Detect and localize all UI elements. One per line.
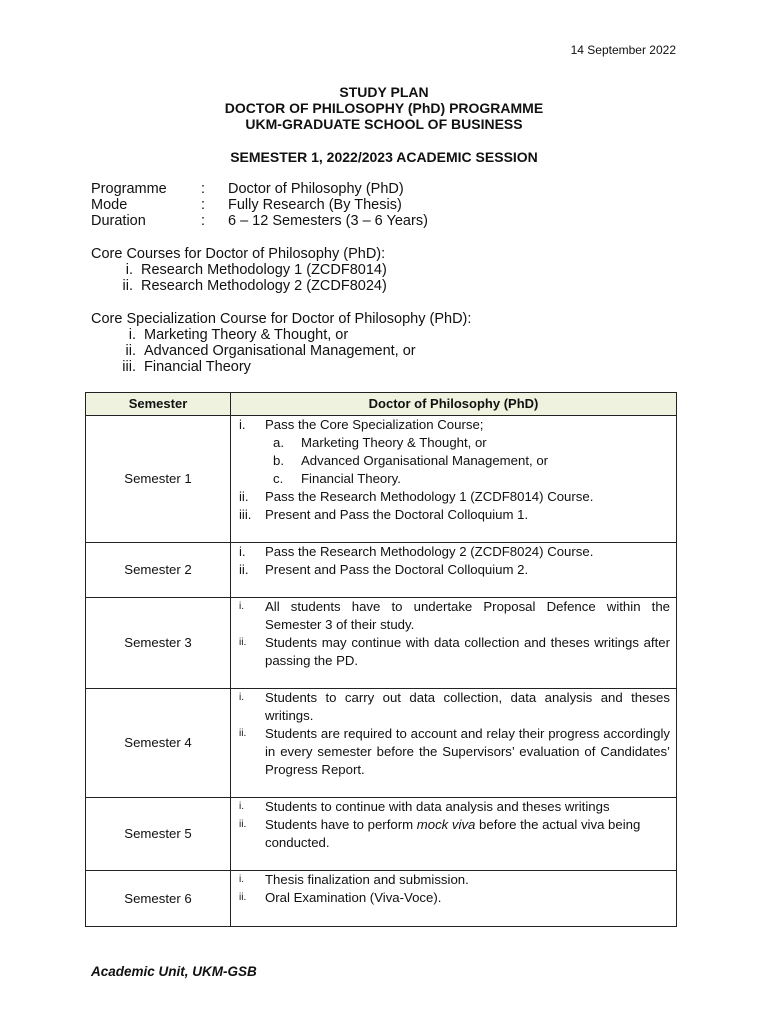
table-row bbox=[86, 543, 677, 598]
info-label: Duration bbox=[91, 213, 146, 229]
list-item bbox=[91, 262, 387, 278]
sub-item bbox=[239, 452, 670, 470]
table-row bbox=[86, 871, 677, 927]
requirements-cell bbox=[231, 871, 677, 927]
table-row bbox=[86, 689, 677, 798]
footer-academic-unit: Academic Unit, UKM-GSB bbox=[91, 964, 257, 979]
title-session: SEMESTER 1, 2022/2023 ACADEMIC SESSION bbox=[230, 149, 538, 165]
requirement-item bbox=[239, 725, 670, 779]
list-item bbox=[91, 359, 471, 375]
title-block bbox=[0, 84, 768, 165]
mock-viva-emphasis: mock viva bbox=[416, 817, 476, 832]
semester-cell: Semester 4 bbox=[86, 689, 231, 798]
table-header-row bbox=[86, 393, 677, 416]
roman-numeral: iii. bbox=[239, 507, 252, 522]
requirement-text: Students to carry out data collection, data analysis and theses writings. bbox=[265, 690, 670, 723]
requirement-text bbox=[265, 816, 670, 852]
roman-numeral: ii. bbox=[239, 637, 247, 648]
info-row-programme bbox=[91, 181, 428, 197]
list-number: i. bbox=[128, 327, 136, 343]
roman-numeral: i. bbox=[239, 874, 244, 885]
requirement-text: Pass the Research Methodology 1 (ZCDF8014) Course. bbox=[265, 489, 594, 504]
info-value: 6 – 12 Semesters (3 – 6 Years) bbox=[228, 213, 428, 229]
roman-numeral: i. bbox=[239, 692, 244, 703]
specialization-courses bbox=[91, 311, 471, 375]
semester-cell: Semester 2 bbox=[86, 543, 231, 598]
roman-numeral: i. bbox=[239, 601, 244, 612]
sub-item bbox=[239, 470, 670, 488]
list-number: ii. bbox=[125, 343, 136, 359]
requirement-text: Students to continue with data analysis and theses writings bbox=[265, 799, 610, 814]
semester-cell: Semester 1 bbox=[86, 416, 231, 543]
requirements-cell bbox=[231, 543, 677, 598]
list-text: Research Methodology 1 (ZCDF8014) bbox=[141, 262, 387, 278]
requirement-text: Pass the Research Methodology 2 (ZCDF8024) Course. bbox=[265, 544, 594, 559]
table-row bbox=[86, 798, 677, 871]
programme-info bbox=[91, 181, 428, 229]
list-text: Marketing Theory & Thought, or bbox=[144, 327, 349, 343]
requirement-text: All students have to undertake Proposal Defence within the Semester 3 of their study. bbox=[265, 599, 670, 632]
roman-numeral: ii. bbox=[239, 819, 247, 830]
list-item bbox=[91, 278, 387, 294]
list-text: Financial Theory bbox=[144, 359, 251, 375]
title-programme: DOCTOR OF PHILOSOPHY (PhD) PROGRAMME bbox=[224, 100, 544, 116]
semester-cell: Semester 6 bbox=[86, 871, 231, 927]
requirement-text: Pass the Core Specialization Course; bbox=[265, 417, 484, 432]
list-number: i. bbox=[125, 262, 133, 278]
info-row-duration bbox=[91, 213, 428, 229]
requirement-item bbox=[239, 598, 670, 634]
requirement-text: Present and Pass the Doctoral Colloquium 1. bbox=[265, 507, 529, 522]
requirement-item bbox=[239, 889, 670, 907]
semester-cell: Semester 5 bbox=[86, 798, 231, 871]
roman-numeral: i. bbox=[239, 544, 246, 559]
info-value: Fully Research (By Thesis) bbox=[228, 197, 402, 213]
requirement-item bbox=[239, 871, 670, 889]
alpha-marker: c. bbox=[273, 471, 284, 486]
title-study-plan: STUDY PLAN bbox=[339, 84, 429, 100]
sub-item-text: Financial Theory. bbox=[301, 471, 401, 486]
requirements-cell bbox=[231, 689, 677, 798]
alpha-marker: b. bbox=[273, 453, 284, 468]
info-row-mode bbox=[91, 197, 428, 213]
document-date: 14 September 2022 bbox=[570, 43, 676, 57]
requirement-item bbox=[239, 816, 670, 852]
list-number: iii. bbox=[122, 359, 136, 375]
list-item bbox=[91, 327, 471, 343]
info-colon: : bbox=[201, 197, 206, 213]
roman-numeral: i. bbox=[239, 417, 246, 432]
title-school: UKM-GRADUATE SCHOOL OF BUSINESS bbox=[245, 116, 523, 132]
requirement-item bbox=[239, 689, 670, 725]
requirement-item bbox=[239, 506, 670, 524]
requirement-text: Oral Examination (Viva-Voce). bbox=[265, 890, 442, 905]
core-courses bbox=[91, 246, 387, 294]
requirement-item bbox=[239, 634, 670, 670]
sub-item-text: Marketing Theory & Thought, or bbox=[301, 435, 487, 450]
requirement-item bbox=[239, 798, 670, 816]
roman-numeral: ii. bbox=[239, 892, 247, 903]
table-row bbox=[86, 598, 677, 689]
requirement-item bbox=[239, 561, 670, 579]
info-label: Mode bbox=[91, 197, 128, 213]
requirement-item bbox=[239, 543, 670, 561]
requirement-item bbox=[239, 416, 670, 434]
alpha-marker: a. bbox=[273, 435, 284, 450]
list-item bbox=[91, 343, 471, 359]
info-colon: : bbox=[201, 213, 206, 229]
roman-numeral: ii. bbox=[239, 728, 247, 739]
sub-item-text: Advanced Organisational Management, or bbox=[301, 453, 549, 468]
info-value: Doctor of Philosophy (PhD) bbox=[228, 181, 404, 197]
core-courses-heading: Core Courses for Doctor of Philosophy (PhD): bbox=[91, 246, 386, 262]
requirement-text: Students may continue with data collection and theses writings after passing the PD. bbox=[265, 635, 670, 668]
requirement-text: Present and Pass the Doctoral Colloquium 2. bbox=[265, 562, 529, 577]
list-number: ii. bbox=[122, 278, 133, 294]
sub-item bbox=[239, 434, 670, 452]
info-colon: : bbox=[201, 181, 206, 197]
table-row bbox=[86, 416, 677, 543]
roman-numeral: i. bbox=[239, 801, 244, 812]
roman-numeral: ii. bbox=[239, 489, 249, 504]
list-text: Research Methodology 2 (ZCDF8024) bbox=[141, 278, 387, 294]
requirements-cell bbox=[231, 798, 677, 871]
requirements-cell bbox=[231, 598, 677, 689]
requirement-item bbox=[239, 488, 670, 506]
header-phd: Doctor of Philosophy (PhD) bbox=[231, 393, 677, 416]
list-text: Advanced Organisational Management, or bbox=[144, 343, 416, 359]
requirement-text-start: Students have to perform bbox=[265, 817, 417, 832]
study-plan-table bbox=[85, 392, 677, 927]
requirements-cell bbox=[231, 416, 677, 543]
roman-numeral: ii. bbox=[239, 562, 249, 577]
requirement-text: Thesis finalization and submission. bbox=[265, 872, 469, 887]
info-label: Programme bbox=[91, 181, 167, 197]
requirement-text-end: before the actual viva being conducted. bbox=[265, 817, 641, 850]
specialization-heading: Core Specialization Course for Doctor of Philosophy (PhD): bbox=[91, 311, 472, 327]
semester-cell: Semester 3 bbox=[86, 598, 231, 689]
requirement-text: Students are required to account and relay their progress accordingly in every semester before the Supervisors’ evaluation of Candidates’ Progress Report. bbox=[265, 726, 670, 777]
header-semester: Semester bbox=[86, 393, 231, 416]
